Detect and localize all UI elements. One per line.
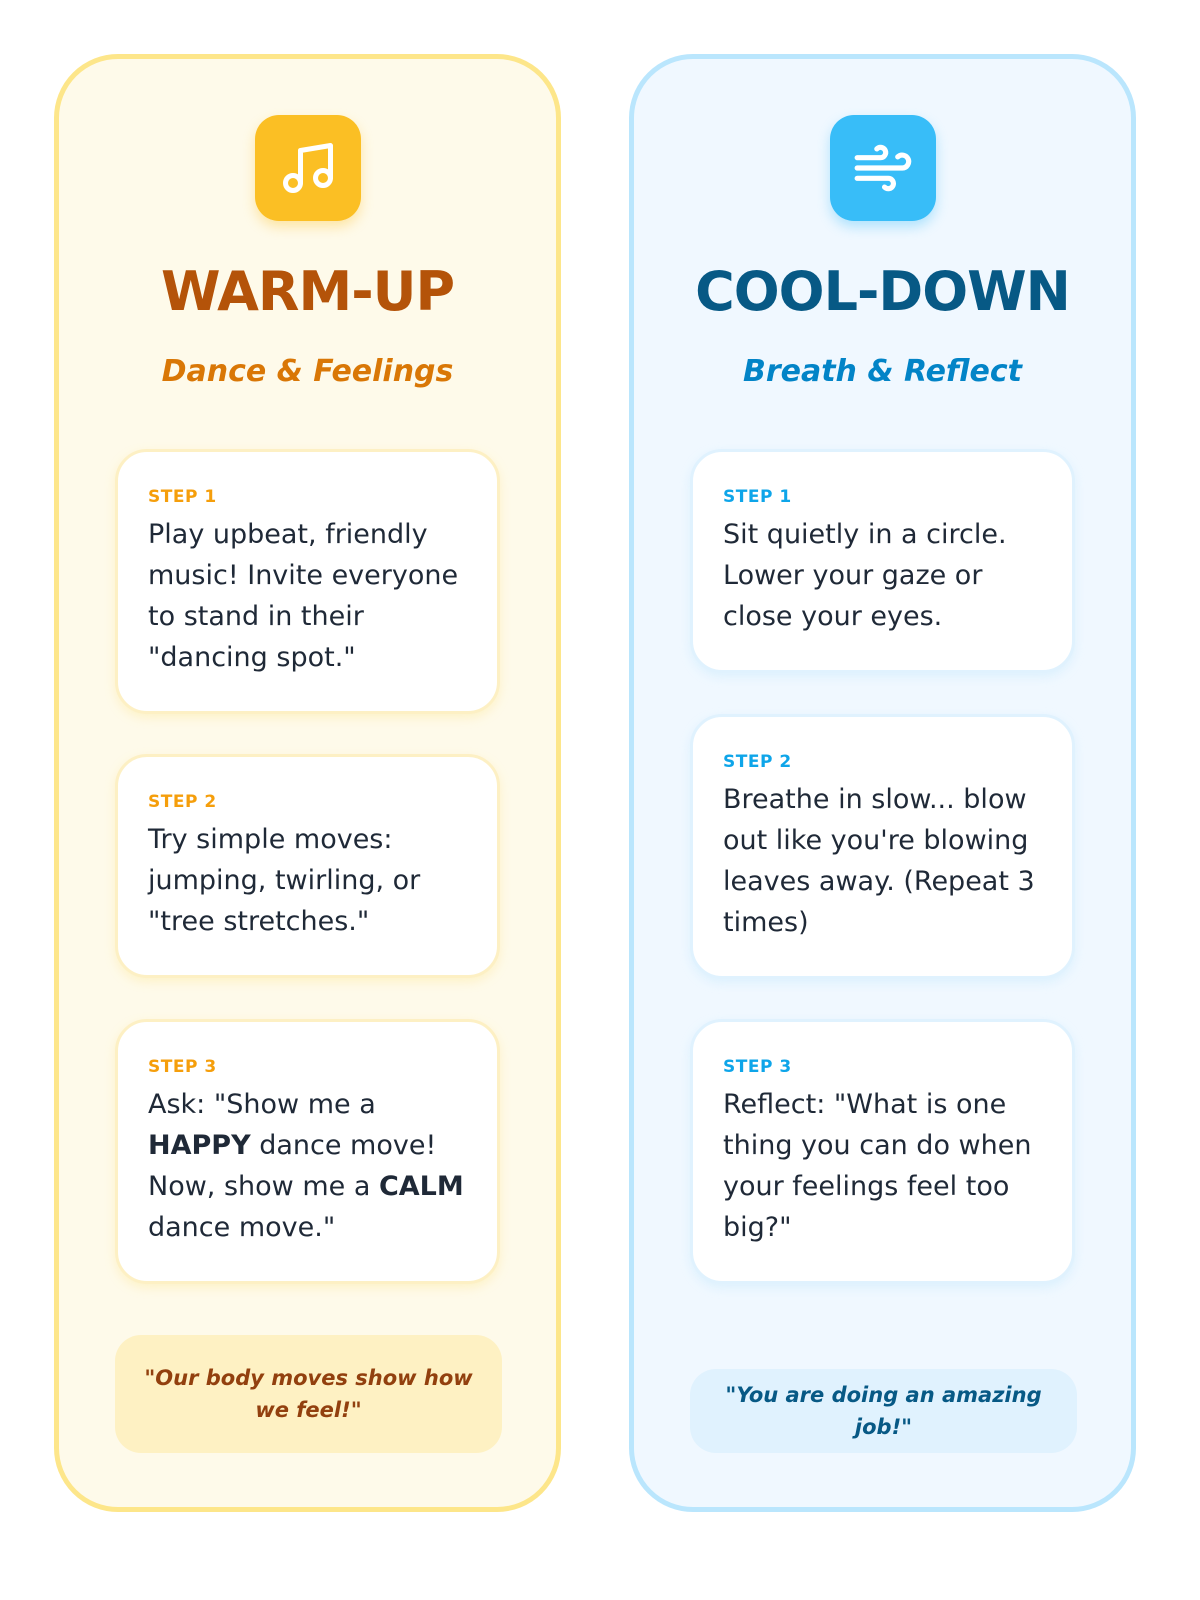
step-text: Sit quietly in a circle. Lower your gaze or close your eyes. bbox=[723, 519, 1007, 632]
step-label: STEP 2 bbox=[723, 752, 792, 772]
cool-down-step-3-card bbox=[690, 1019, 1075, 1284]
cool-down-subtitle: Breath & Reflect bbox=[742, 354, 1023, 389]
cool-down-step-2-card bbox=[690, 714, 1075, 979]
warm-up-quote: "Our body moves show how we feel!" bbox=[115, 1335, 502, 1453]
step-text: Try simple moves: jumping, twirling, or "tree stretches." bbox=[148, 824, 421, 937]
step-text-part: Ask: "Show me a bbox=[148, 1089, 376, 1120]
warm-up-step-1-card bbox=[115, 449, 500, 714]
step-text bbox=[148, 1084, 467, 1248]
step-label: STEP 1 bbox=[148, 487, 217, 507]
music-note-icon bbox=[255, 115, 361, 221]
warm-up-subtitle: Dance & Feelings bbox=[161, 354, 454, 389]
step-text: Breathe in slow... blow out like you're blowing leaves away. (Repeat 3 times) bbox=[723, 784, 1035, 938]
step-label: STEP 1 bbox=[723, 487, 792, 507]
warm-up-title: WARM-UP bbox=[160, 260, 455, 323]
step-label: STEP 3 bbox=[148, 1057, 217, 1077]
step-text: Reflect: "What is one thing you can do when your feelings feel too big?" bbox=[723, 1089, 1032, 1243]
cool-down-step-1-card bbox=[690, 449, 1075, 673]
step-text-part: dance move! Now, show me a bbox=[148, 1130, 437, 1202]
warm-up-step-2-card bbox=[115, 754, 500, 978]
warm-up-panel bbox=[54, 54, 561, 1512]
cool-down-panel bbox=[629, 54, 1136, 1512]
emphasis-happy: HAPPY bbox=[148, 1130, 251, 1161]
cool-down-quote: "You are doing an amazing job!" bbox=[690, 1369, 1077, 1453]
step-label: STEP 2 bbox=[148, 792, 217, 812]
step-text-part: dance move." bbox=[148, 1212, 336, 1243]
step-text: Play upbeat, friendly music! Invite everyone to stand in their "dancing spot." bbox=[148, 519, 459, 673]
warm-up-step-3-card bbox=[115, 1019, 500, 1284]
wind-icon bbox=[830, 115, 936, 221]
step-label: STEP 3 bbox=[723, 1057, 792, 1077]
emphasis-calm: CALM bbox=[378, 1171, 464, 1202]
cool-down-title: COOL-DOWN bbox=[695, 260, 1070, 323]
